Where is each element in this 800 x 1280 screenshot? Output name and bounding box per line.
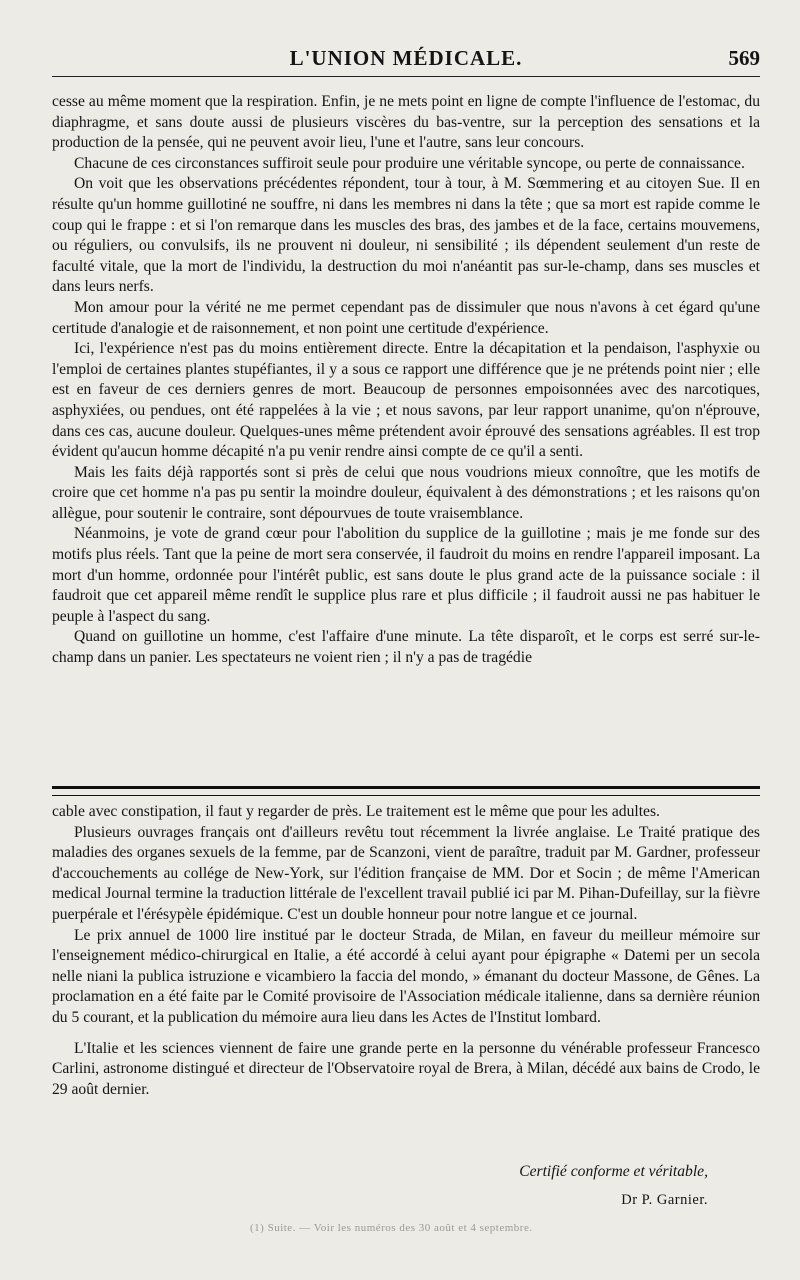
paragraph: cesse au même moment que la respiration. Enfin, je ne mets point en ligne de compte l'influence de l'estomac, du diaphragme, et sans doute aussi de plusieurs viscères du bas-ventre, sur la perception des sensations et la production de la pensée, qui ne peuvent avoir lieu, l'une et l'autre, sans leur concours. — [52, 93, 760, 152]
lower-article — [52, 802, 760, 1100]
bleed-through-footer: (1) Suite. — Voir les numéros des 30 août et 4 septembre. — [250, 1222, 533, 1234]
paragraph: Mais les faits déjà rapportés sont si près de celui que nous voudrions mieux connoître, que les motifs de croire que cet homme n'a pas pu sentir la moindre douleur, équivalent à des démonstrations ; et les raisons qu'on allègue, pour soutenir le contraire, sont dépourvues de toute vraisemblance. — [52, 463, 760, 522]
running-title: L'UNION MÉDICALE. — [289, 46, 523, 70]
signature-line: Certifié conforme et véritable, — [519, 1163, 708, 1180]
paragraph: Quand on guillotine un homme, c'est l'affaire d'une minute. La tête disparoît, et le corps est serré sur-le-champ dans un panier. Les spectateurs ne voient rien ; il n'y a pas de tragédie — [52, 628, 760, 667]
spacer — [52, 1029, 760, 1039]
paragraph: Plusieurs ouvrages français ont d'ailleurs revêtu tout récemment la livrée anglaise. Le Traité pratique des maladies des organes sexuels de la femme, par de Scanzoni, vient de paraître, traduit par M. Gardner, professeur d'accouchements au collége de New-York, sur l'édition française de MM. Dor et Socin ; de même l'American medical Journal termine la traduction littérale de l'excellent travail publié ici par M. Pihan-Dufeillay, sur la fièvre puerpérale et l'érésypèle épidémique. C'est un double honneur pour notre langue et ce journal. — [52, 823, 760, 923]
paragraph: Ici, l'expérience n'est pas du moins entièrement directe. Entre la décapitation et la pendaison, l'asphyxie ou l'emploi de certaines plantes stupéfiantes, il y a sous ce rapport une différence que je ne prétends point nier ; elle est en faveur de ces derniers genres de mort. Beaucoup de personnes empoisonnées avec des narcotiques, asphyxiées, ou pendues, ont été rappelées à la vie ; et nous savons, par leur rapport unanime, qu'on n'éprouve, dans ces cas, aucune douleur. Quelques-unes même prétendent avoir éprouvé des sensations agréables. Il est trop évident qu'aucun homme décapité n'a pu venir rendre ainsi compte de ce qu'il a senti. — [52, 340, 760, 461]
paragraph: Le prix annuel de 1000 lire institué par le docteur Strada, de Milan, en faveur du meilleur mémoire sur l'enseignement médico-chirurgical en Italie, a été accordé à celui ayant pour épigraphe « Datemi per un secola nelle niani la publica istruzione e vicambiero la faccia del mondo, » émanant du docteur Massone, de Gênes. La proclamation en a été faite par le Comité provisoire de l'Association médicale italienne, dans sa dernière réunion du 5 courant, et la publication du mémoire aura lieu dans les Actes de l'Institut lombard. — [52, 926, 760, 1026]
paragraph: On voit que les observations précédentes répondent, tour à tour, à M. Sœmmering et au citoyen Sue. Il en résulte qu'un homme guillotiné ne souffre, ni dans les membres ni dans la tête ; que sa mort est rapide comme le coup qui le frappe : et si l'on remarque dans les muscles des bras, des jambes et de la face, certains mouvemens, ou réguliers, ou convulsifs, ils ne prouvent ni douleur, ni sensibilité ; ils dépendent seulement d'un reste de faculté vitale, que la mort de l'individu, la destruction du moi n'anéantit pas sur-le-champ, dans ses muscles et dans leurs nerfs. — [52, 175, 760, 296]
paragraph: L'Italie et les sciences viennent de faire une grande perte en la personne du vénérable professeur Francesco Carlini, astronome distingué et directeur de l'Observatoire royal de Brera, à Milan, décédé aux bains de Crodo, le 29 août dernier. — [52, 1039, 760, 1098]
upper-article — [52, 92, 760, 669]
page-header — [52, 42, 760, 76]
paragraph: cable avec constipation, il faut y regarder de près. Le traitement est le même que pour les adultes. — [52, 803, 660, 820]
paragraph: Mon amour pour la vérité ne me permet cependant pas de dissimuler que nous n'avons à cet égard qu'une certitude d'analogie et de raisonnement, et non point une certitude d'expérience. — [52, 298, 760, 337]
page-number: 569 — [728, 46, 760, 70]
paragraph: Chacune de ces circonstances suffiroit seule pour produire une véritable syncope, ou perte de connaissance. — [74, 154, 745, 172]
signer-name: Dr P. Garnier. — [621, 1192, 708, 1208]
section-divider — [52, 786, 760, 796]
paragraph: Néanmoins, je vote de grand cœur pour l'abolition du supplice de la guillotine ; mais je me fonde sur des motifs plus réels. Tant que la peine de mort sera conservée, il faudroit du moins en rendre l'appareil imposant. La mort d'un homme, ordonnée pour l'intérêt public, est sans doute le plus grand acte de la puissance sociale : il faudroit que cet appareil même rendît le supplice plus rare et plus difficile ; il faudroit aussi ne pas habituer le peuple à l'aspect du sang. — [52, 525, 760, 625]
header-rule — [52, 76, 760, 77]
